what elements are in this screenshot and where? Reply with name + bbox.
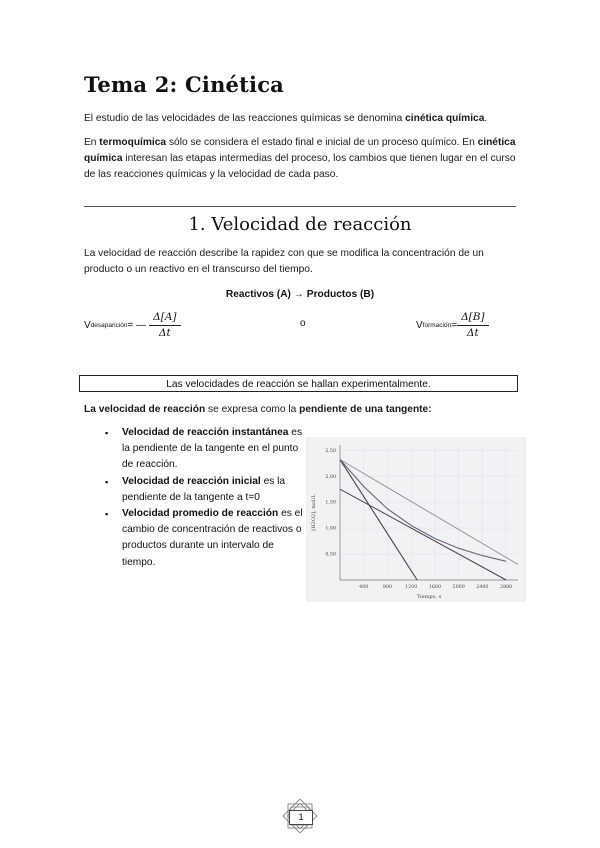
y-tick-label: 2,50: [325, 448, 336, 454]
x-tick-label: 2000: [452, 585, 465, 590]
intro-paragraph-2: En termoquímica sólo se considera el estado final e inicial de un proceso químico. En cinética química interesan las etapas intermedias del proceso, los cambios que tienen lugar en el curso de las reacciones químicas y la velocidad de cada paso.: [84, 137, 516, 181]
section-description: La velocidad de reacción describe la rapidez con que se modifica la concentración de un producto o un reactivo en el transcurso del tiempo.: [84, 248, 484, 276]
y-tick-label: 2,00: [325, 474, 336, 480]
x-tick-label: 1200: [405, 585, 418, 590]
or-connector: o: [300, 318, 306, 329]
page-number: 1: [289, 810, 313, 825]
x-tick-label: 800: [382, 585, 393, 590]
reaction-equation: Reactivos (A) → Productos (B): [225, 289, 375, 300]
y-tick-label: 1,00: [325, 526, 336, 532]
rate-bullet-list: [104, 425, 308, 571]
list-item: ▪ Velocidad de reacción inicial es la pendiente de la tangente a t=0: [122, 474, 308, 506]
intro-paragraph-1: El estudio de las velocidades de las reacciones químicas se denomina cinética química.: [84, 113, 488, 124]
x-tick-label: 1600: [428, 585, 442, 590]
y-axis-label: [H2O2], mol/L: [311, 494, 317, 531]
formula-formation: V formación = $\frac{\Delta[B]}{\Delta t}$: [416, 311, 489, 339]
series-tangent: [340, 489, 506, 580]
list-item: ▪ Velocidad promedio de reacción es el cambio de concentración de reactivos o productos durante un intervalo de tiempo.: [122, 506, 308, 571]
formula-disappearance: V desaparición = — $\frac{\Delta[A]}{\Delta t}$: [84, 311, 181, 339]
x-axis-label: Tiempo, s: [416, 594, 442, 600]
concentration-time-chart: [306, 437, 526, 602]
list-item: ▪ Velocidad de reacción instantánea es la pendiente de la tangente en el punto de reacción.: [122, 425, 308, 474]
series-curve: [340, 460, 506, 562]
series-secant: [340, 460, 518, 565]
series-initial-tangent: [340, 460, 417, 580]
x-tick-label: 2400: [476, 585, 489, 590]
page-title: Tema 2: Cinética: [84, 72, 284, 97]
section-heading: 1. Velocidad de reacción: [188, 214, 412, 235]
section-divider: [84, 206, 516, 207]
x-tick-label: 2800: [500, 585, 513, 590]
experimental-note: Las velocidades de reacción se hallan experimentalmente.: [79, 375, 518, 392]
chart-svg: [306, 437, 526, 602]
y-tick-label: 0,50: [325, 552, 336, 558]
slope-statement: La velocidad de reacción se expresa como la pendiente de una tangente:: [84, 404, 432, 415]
y-tick-label: 1,50: [325, 500, 336, 506]
x-tick-label: 400: [359, 585, 369, 590]
